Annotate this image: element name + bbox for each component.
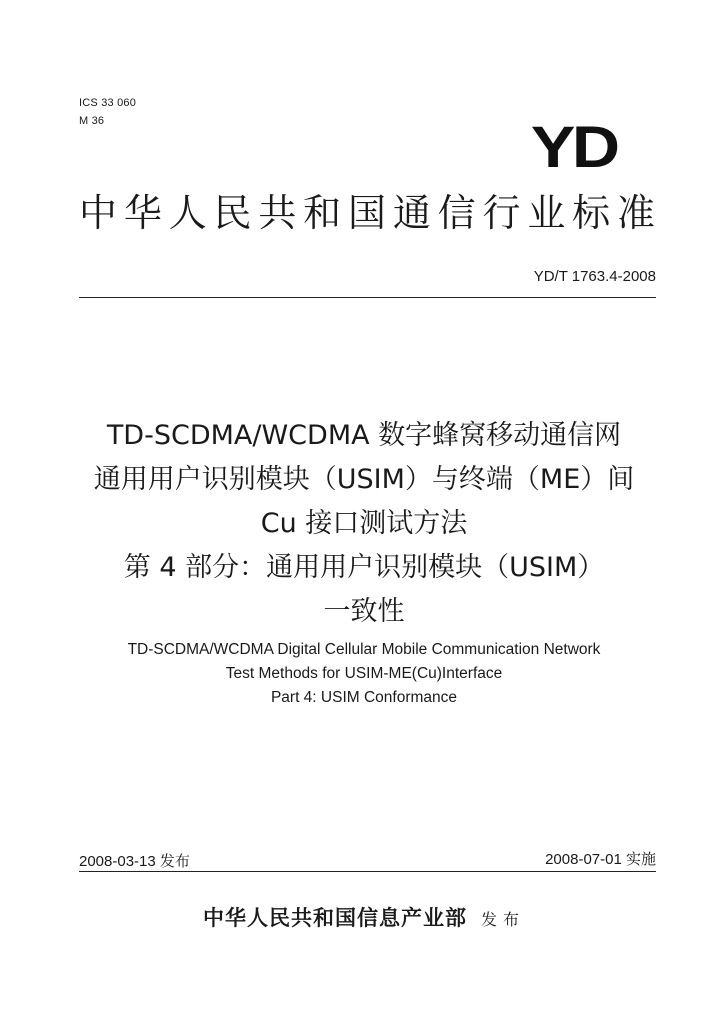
- publisher-organization: 中华人民共和国信息产业部: [202, 905, 467, 930]
- top-divider: [79, 297, 656, 298]
- ccs-code: M 36: [79, 115, 105, 127]
- yd-logo: YD: [531, 115, 617, 180]
- bottom-divider: [79, 871, 656, 872]
- chinese-title-line: TD-SCDMA/WCDMA 数字蜂窝移动通信网: [106, 420, 622, 451]
- implementation-date: 2008-07-01 实施: [545, 851, 656, 868]
- publisher: [0, 902, 728, 932]
- english-title-line: TD-SCDMA/WCDMA Digital Cellular Mobile Communication Network: [127, 641, 601, 658]
- chinese-title: [40, 414, 688, 634]
- standard-number: YD/T 1763.4-2008: [533, 268, 656, 285]
- classification-codes: [79, 94, 136, 130]
- chinese-title-line: 一致性: [323, 596, 405, 627]
- english-title-line: Part 4: USIM Conformance: [270, 689, 458, 706]
- chinese-title-line: 通用用户识别模块（USIM）与终端（ME）间: [93, 464, 635, 495]
- publisher-action: 发布: [480, 910, 525, 929]
- issue-date: 2008-03-13 发布: [79, 853, 190, 870]
- ics-code: ICS 33 060: [79, 97, 137, 109]
- standard-category-title: 中华人民共和国通信行业标准: [79, 191, 656, 235]
- english-title: [40, 638, 688, 710]
- chinese-title-line: Cu 接口测试方法: [260, 508, 468, 539]
- chinese-title-line: 第 4 部分：通用用户识别模块（USIM）: [123, 552, 605, 583]
- english-title-line: Test Methods for USIM-ME(Cu)Interface: [225, 665, 503, 682]
